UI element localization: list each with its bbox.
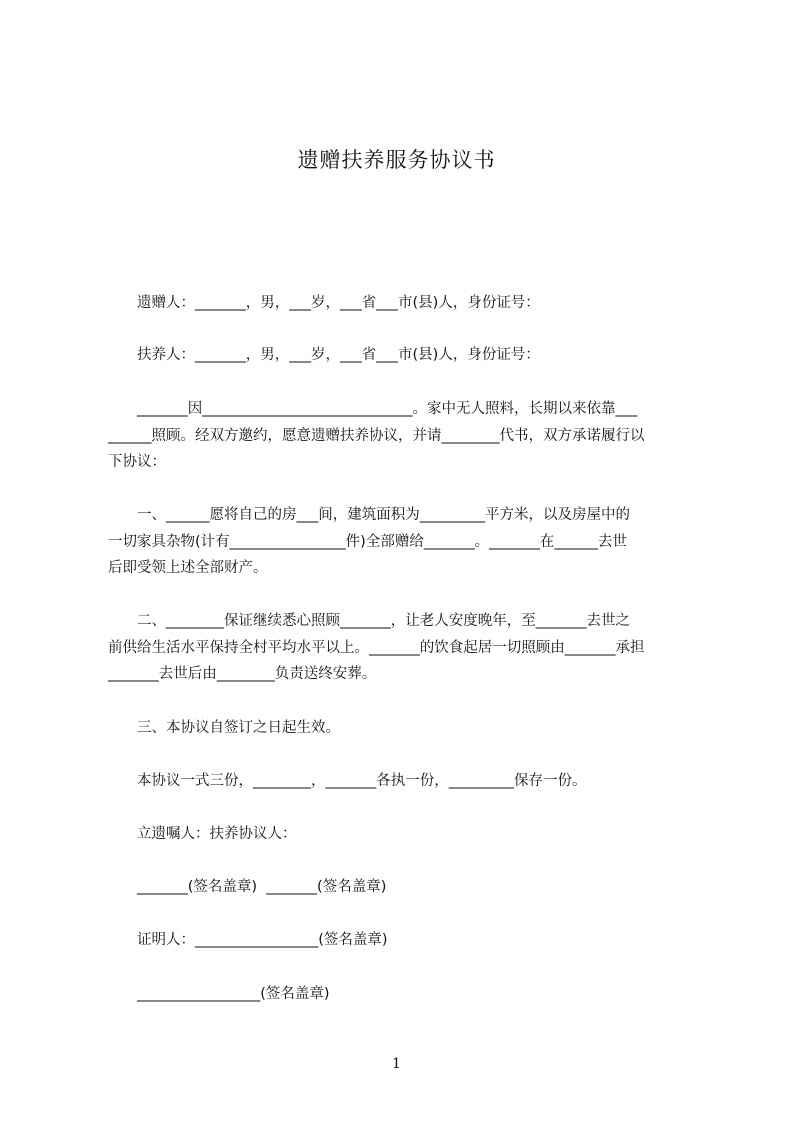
clause-1-line-3: 后即受领上述全部财产。: [108, 560, 268, 576]
clause-1-line-1: 一、______愿将自己的房___间，建筑面积为_________平方米，以及房屋中的: [137, 507, 630, 523]
clause-2-line-1: 二、________保证继续悉心照顾_______，让老人安度晚年，至_______去世之: [137, 613, 630, 629]
signatories-heading: 立遗嘱人：扶养协议人：: [137, 826, 297, 842]
preamble-line-2: ______照顾。经双方邀约，愿意遗赠扶养协议，并请________代书，双方承诺履行以: [108, 428, 645, 444]
page-number: 1: [392, 1056, 401, 1072]
document-title: 遗赠扶养服务协议书: [297, 148, 496, 172]
clause-3-line: 三、本协议自签订之日起生效。: [137, 720, 340, 736]
clause-2-line-2: 前供给生活水平保持全村平均水平以上。_______的饮食起居一切照顾由_______承担: [108, 640, 645, 656]
preamble-line-3: 下协议：: [108, 454, 166, 470]
clause-1-line-2: 一切家具杂物(计有________________件)全部赠给_______。_______在______去世: [108, 534, 627, 550]
preamble-line-1: _______因_____________________________。家中无人照料，长期以来依靠___: [137, 401, 638, 417]
supporter-line: 扶养人：_______，男，___岁，___省___市(县)人，身份证号：: [137, 347, 540, 363]
copies-line: 本协议一式三份，________，_______各执一份，_________保存一份。: [137, 773, 587, 789]
bequeather-line: 遗赠人：_______，男，___岁，___省___市(县)人，身份证号：: [137, 295, 540, 311]
signature-line-1: _______(签名盖章) _______(签名盖章): [137, 879, 387, 895]
signature-line-2: _________________(签名盖章): [137, 986, 330, 1002]
witness-line: 证明人：_________________(签名盖章): [137, 932, 388, 948]
clause-2-line-3: _______去世后由________负责送终安葬。: [108, 666, 377, 682]
